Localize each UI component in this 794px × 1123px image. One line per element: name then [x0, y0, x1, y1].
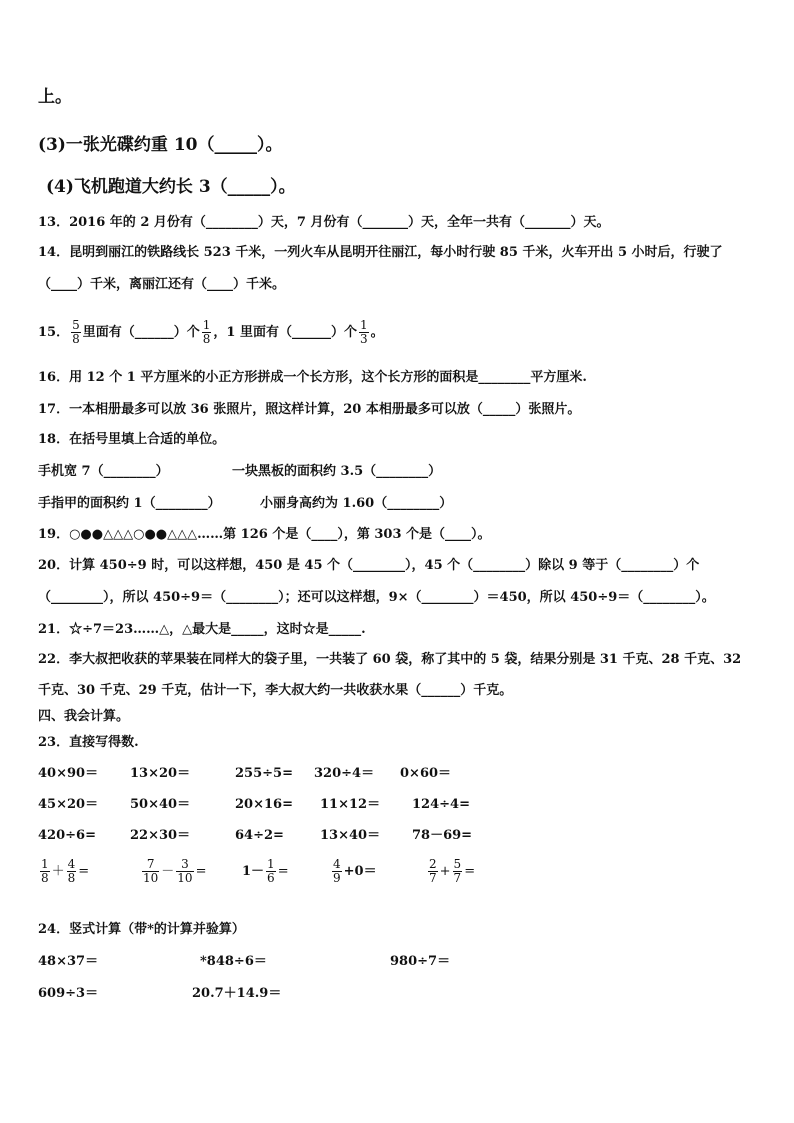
calc-row-2-col-5: 124÷4= [412, 797, 470, 812]
q15-mid-1: 里面有（______）个 [82, 325, 200, 340]
calc-row-1-col-4: 320÷4＝ [314, 766, 375, 781]
question-21: 21．☆÷7＝23……△，△最大是_____，这时☆是_____. [38, 622, 366, 637]
calc-row-3-col-2: 22×30＝ [130, 828, 191, 843]
calc-row-2-col-4: 11×12＝ [320, 797, 381, 812]
question-20-line2: （________），所以 450÷9＝（________）；还可以这样想，9×（________）＝450，所以 450÷9＝（________）。 [38, 590, 715, 605]
q18-item-c: 手指甲的面积约 1（________） [38, 496, 221, 511]
vertical-calc-1: 48×37＝ [38, 954, 99, 969]
calc-row-1-col-2: 13×20＝ [130, 766, 191, 781]
vertical-calc-5: 20.7＋14.9＝ [192, 986, 282, 1001]
vertical-calc-2: *848÷6＝ [200, 954, 267, 969]
q15-fraction-1: $\frac{5}{8}$ [72, 318, 80, 346]
calc-row-1-col-5: 0×60＝ [400, 766, 452, 781]
question-16: 16．用 12 个 1 平方厘米的小正方形拼成一个长方形，这个长方形的面积是________平方厘米. [38, 370, 587, 385]
question-14-line1: 14．昆明到丽江的铁路线长 523 千米，一列火车从昆明开往丽江，每小时行驶 85 千米，火车开出 5 小时后，行驶了 [38, 245, 723, 260]
q18-item-d: 小丽身高约为 1.60（________） [260, 496, 453, 511]
question-13: 13．2016 年的 2 月份有（________）天，7 月份有（_______）天，全年一共有（_______）天。 [38, 215, 610, 230]
calc-fraction-c: 1－ $\frac{1}{6}$ = [242, 857, 289, 885]
line-top: 上。 [38, 87, 72, 107]
vertical-calc-4: 609÷3＝ [38, 986, 99, 1001]
question-15 [38, 314, 384, 352]
calc-fraction-b: $\frac{7}{10}$ － $\frac{3}{10}$ = [143, 857, 207, 885]
calc-row-1-col-1: 40×90＝ [38, 766, 99, 781]
question-17: 17．一本相册最多可以放 36 张照片，照这样计算，20 本相册最多可以放（_____）张照片。 [38, 402, 581, 417]
calc-row-2-col-2: 50×40＝ [130, 797, 191, 812]
q18-item-b: 一块黑板的面积约 3.5（________） [232, 464, 442, 479]
calc-row-3-col-1: 420÷6= [38, 828, 96, 843]
question-22-line2: 千克、30 千克、29 千克，估计一下，李大叔大约一共收获水果（______）千克。 [38, 683, 513, 698]
question-19: 19．○●●△△△○●●△△△……第 126 个是（____），第 303 个是（____）。 [38, 527, 491, 542]
calc-row-1-col-3: 255÷5= [235, 766, 293, 781]
calc-fraction-a: $\frac{1}{8}$ ＋ $\frac{4}{8}$ = [41, 857, 90, 885]
section-4-heading: 四、我会计算。 [38, 709, 130, 724]
calc-row-2-col-3: 20×16= [235, 797, 293, 812]
calc-row-2-col-1: 45×20＝ [38, 797, 99, 812]
question-14-line2: （____）千米，离丽江还有（____）千米。 [38, 277, 286, 292]
calc-row-3-col-5: 78－69= [412, 828, 473, 843]
question-20-line1: 20．计算 450÷9 时，可以这样想，450 是 45 个（________），45 个（________）除以 9 等于（________）个 [38, 558, 700, 573]
question-22-line1: 22．李大叔把收获的苹果装在同样大的袋子里，一共装了 60 袋，称了其中的 5 袋，结果分别是 31 千克、28 千克、32 [38, 652, 742, 667]
question-23: 23．直接写得数. [38, 735, 139, 750]
question-24: 24．竖式计算（带*的计算并验算） [38, 922, 245, 937]
q15-fraction-2: $\frac{1}{8}$ [202, 318, 211, 346]
q15-end: 。 [370, 325, 384, 340]
q15-mid-2: ，1 里面有（______）个 [213, 325, 357, 340]
q18-item-a: 手机宽 7（________） [38, 464, 169, 479]
q15-fraction-3: $\frac{1}{3}$ [359, 318, 368, 346]
line-3: (3)一张光碟约重 10（_____）。 [38, 135, 283, 155]
calc-row-3-col-4: 13×40＝ [320, 828, 381, 843]
line-4: (4)飞机跑道大约长 3（_____）。 [46, 177, 296, 197]
calc-fraction-d: $\frac{4}{9}$ +0＝ [333, 857, 377, 885]
q15-prefix: 15． [38, 325, 70, 340]
question-18: 18．在括号里填上合适的单位。 [38, 432, 226, 447]
vertical-calc-3: 980÷7＝ [390, 954, 451, 969]
calc-row-3-col-3: 64÷2= [235, 828, 284, 843]
calc-fraction-e: $\frac{2}{7}$ + $\frac{5}{7}$ = [429, 857, 476, 885]
